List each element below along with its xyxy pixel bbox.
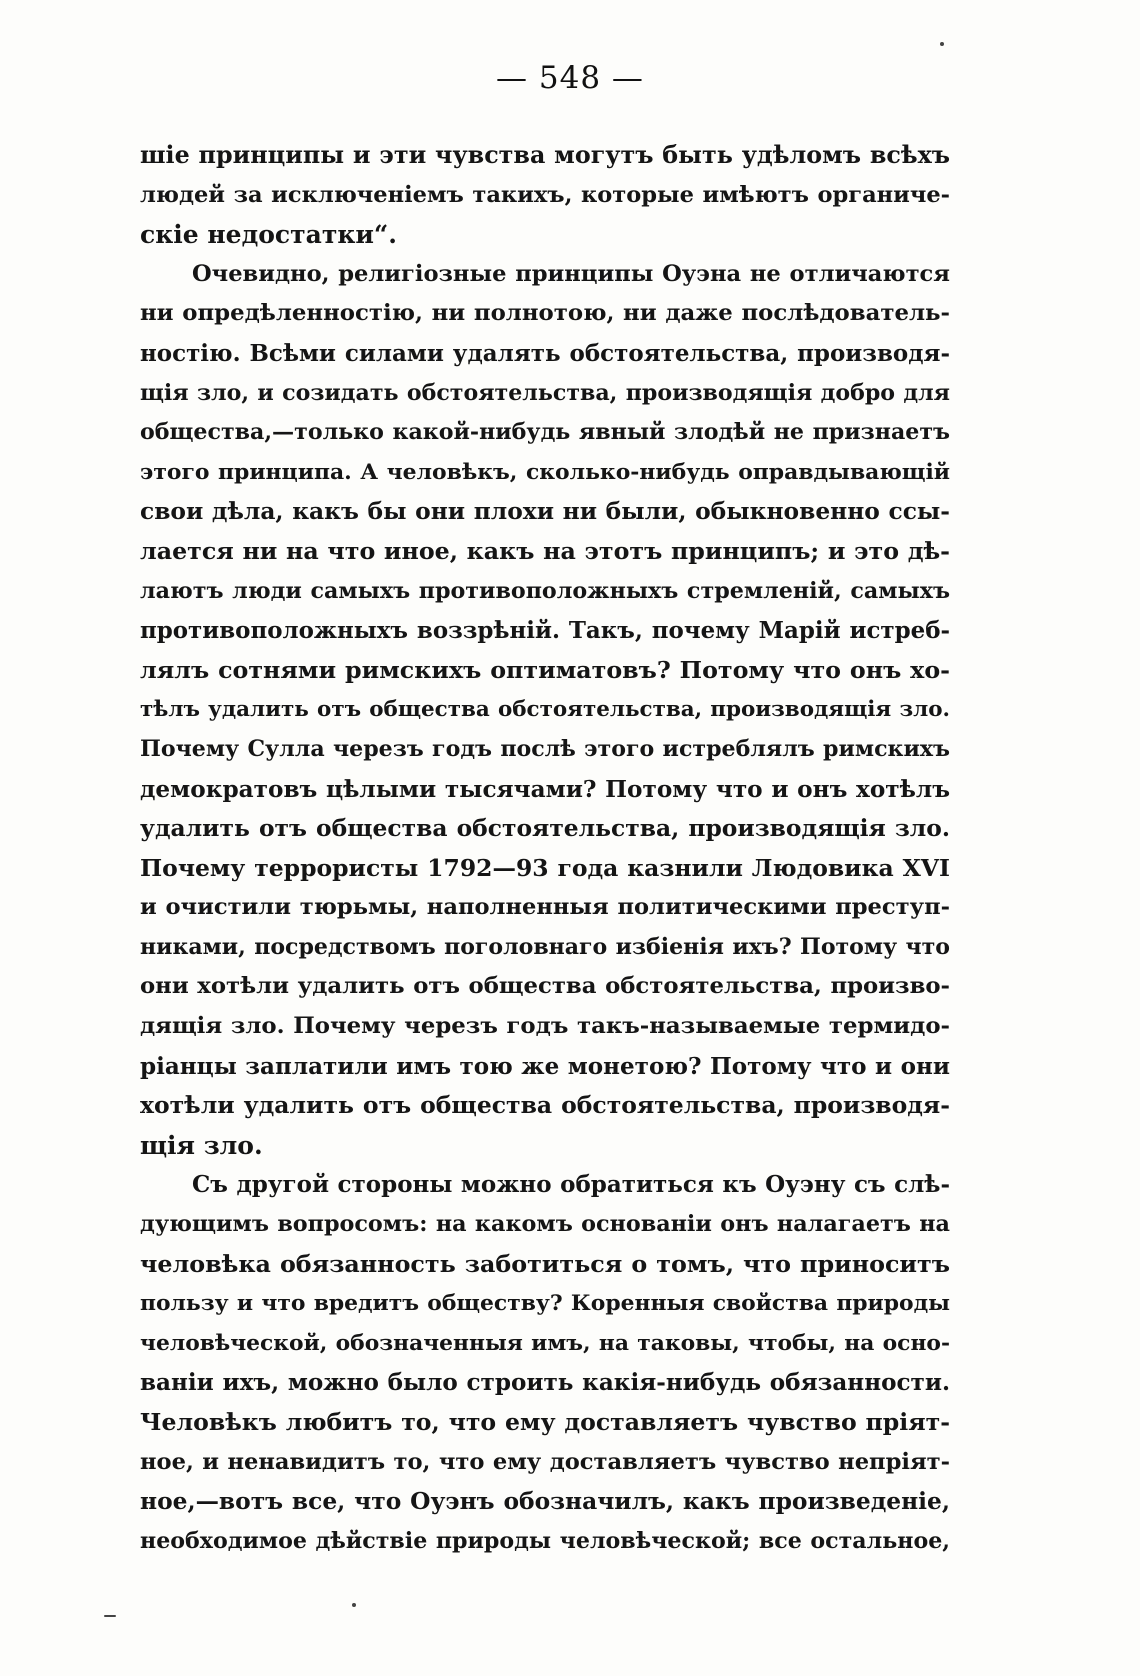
text-line: лается ни на что иное, какъ на этотъ принципъ; и это дѣ- [140,536,950,565]
text-line: людей за исключеніемъ такихъ, которые имѣютъ органиче- [140,181,950,208]
text-line: хотѣли удалить отъ общества обстоятельства, производя- [140,1091,950,1120]
text-line: щія зло. [140,1130,263,1160]
scan-speck [104,1615,116,1617]
text-line: удалить отъ общества обстоятельства, производящія зло. [140,814,950,843]
page-text [140,136,950,1561]
text-line: Съ другой стороны можно обратиться къ Оуэну съ слѣ- [192,1171,950,1199]
text-line: ваніи ихъ, можно было строить какія-нибудь обязанности. [140,1369,950,1397]
text-line: дующимъ вопросомъ: на какомъ основаніи онъ налагаетъ на [140,1211,950,1238]
text-line: этого принципа. А человѣкъ, сколько-нибудь оправдывающій [140,458,950,485]
paragraph [140,255,950,1166]
text-line: дящія зло. Почему черезъ годъ такъ-называемые термидо- [140,1013,950,1040]
text-line: человѣка обязанность заботиться о томъ, что приноситъ [140,1249,950,1278]
text-line: ное, и ненавидитъ то, что ему доставляетъ чувство непріят- [140,1448,950,1475]
text-line: скіе недостатки“. [140,220,398,250]
paragraph [140,136,950,255]
text-line: свои дѣла, какъ бы они плохи ни были, обыкновенно ссы- [140,497,950,526]
text-line: Почему Сулла черезъ годъ послѣ этого истреблялъ римскихъ [140,735,950,762]
text-line: лялъ сотнями римскихъ оптиматовъ? Потому что онъ хо- [140,655,950,684]
text-line: Человѣкъ любитъ то, что ему доставляетъ чувство пріят- [140,1408,950,1436]
text-line: общества,—только какой-нибудь явный злодѣй не признаетъ [140,419,950,446]
text-line: никами, посредствомъ поголовнаго избіенія ихъ? Потому что [140,933,950,960]
text-line: ностію. Всѣми силами удалять обстоятельства, производя- [140,339,950,367]
text-line: пользу и что вредитъ обществу? Коренныя свойства природы [140,1290,950,1317]
text-line: противоположныхъ воззрѣній. Такъ, почему Марій истреб- [140,617,950,645]
paragraph [140,1165,950,1561]
text-line: ни опредѣленностію, ни полнотою, ни даже послѣдователь- [140,300,950,327]
text-line: тѣлъ удалить отъ общества обстоятельства, производящія зло. [140,697,950,723]
text-line: щія зло, и созидать обстоятельства, производящія добро для [140,379,950,406]
scan-speck [940,42,944,46]
text-line: необходимое дѣйствіе природы человѣческой; все остальное, [140,1527,950,1554]
page-number: — 548 — [496,60,644,96]
text-line: они хотѣли удалить отъ общества обстоятельства, произво- [140,973,950,1000]
text-line: Очевидно, религіозные принципы Оуэна не отличаются [192,260,950,287]
text-line: шіе принципы и эти чувства могутъ быть удѣломъ всѣхъ [140,141,950,169]
text-line: и очистили тюрьмы, наполненныя политическими преступ- [140,894,950,921]
text-line: ное,—вотъ все, что Оуэнъ обозначилъ, какъ произведеніе, [140,1487,950,1516]
text-line: демократовъ цѣлыми тысячами? Потому что и онъ хотѣлъ [140,775,950,803]
text-line: Почему террористы 1792—93 года казнили Людовика XVI [140,853,950,882]
text-line: ріанцы заплатили имъ тою же монетою? Потому что и они [140,1052,950,1080]
text-line: человѣческой, обозначенныя имъ, на таковы, чтобы, на осно- [140,1330,950,1356]
text-line: лаютъ люди самыхъ противоположныхъ стремленій, самыхъ [140,577,950,604]
scan-speck [352,1603,356,1607]
